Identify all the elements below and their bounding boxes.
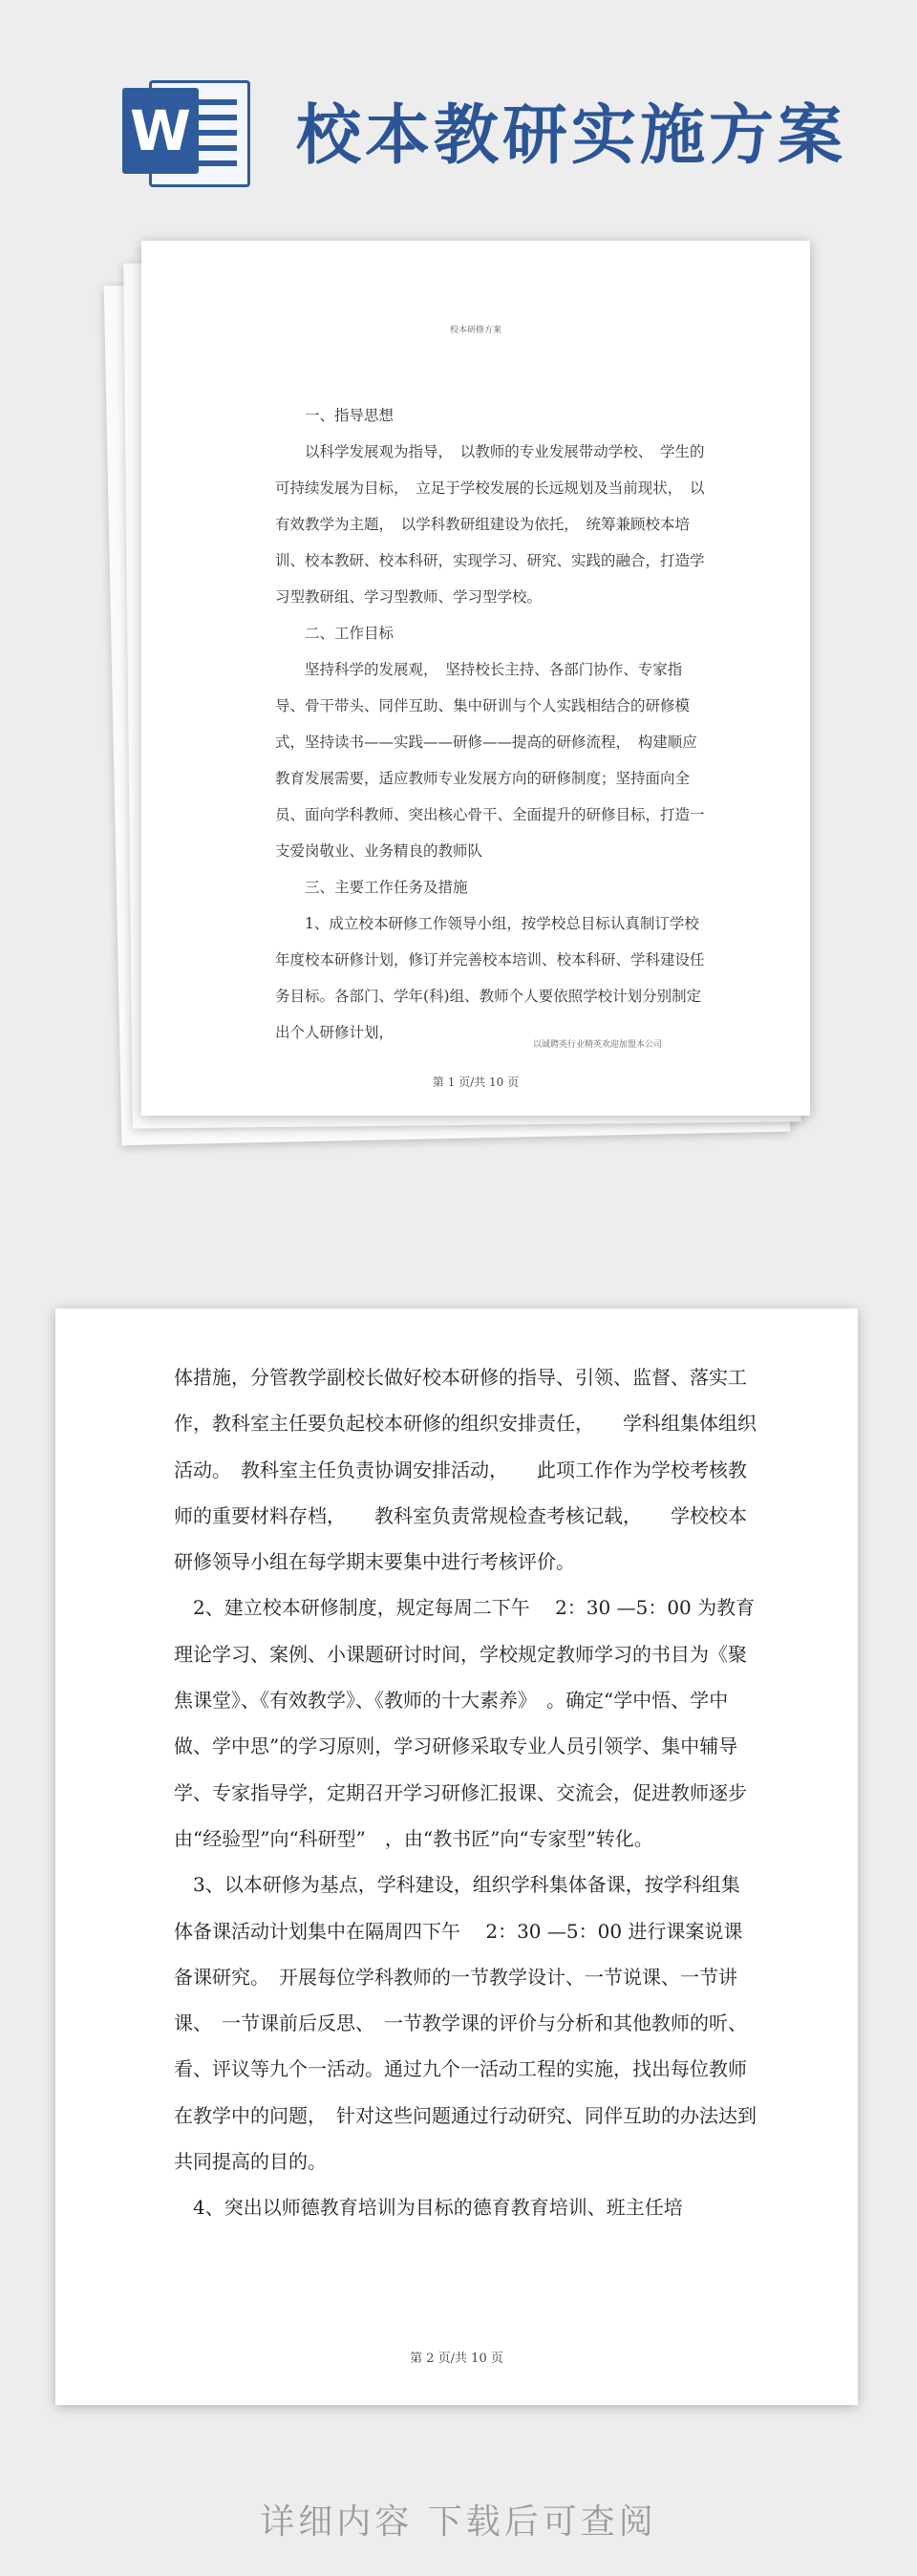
- paragraph: 体措施，分管教学副校长做好校本研修的指导、引领、监督、落实工作，教科室主任要负起校本研修的组织安排责任， 学科组集体组织活动。 教科室主任负责协调安排活动， 此项工作作为学校考核教师的重要材料存档， 教科室负责常规检查考核记载， 学校校本研修领导小组在每学期末要集中进行考核评价。: [174, 1366, 757, 1574]
- page-1-footnote: 以诚聘英行业精英欢迎加盟本公司: [533, 1040, 663, 1050]
- section-heading: 二、工作目标: [305, 625, 395, 642]
- download-hint: 详细内容 下载后可查阅: [260, 2502, 657, 2542]
- word-logo-letter: W: [122, 88, 199, 174]
- page-1-body: [275, 397, 705, 1051]
- page-2-number: 第 2 页/共 10 页: [410, 2352, 503, 2366]
- running-head: 校本研修方案: [449, 326, 501, 335]
- paragraph: 1、成立校本研修工作领导小组，按学校总目标认真制订学校年度校本研修计划，修订并完善校本培训、校本科研、学科建设任务目标。各部门、学年(科)组、教师个人要依照学校计划分别制定出个人研修计划，: [275, 915, 705, 1041]
- document-title: 校本教研实施方案: [296, 97, 847, 174]
- section-heading: 一、指导思想: [305, 407, 395, 424]
- paragraph: 4、突出以师德教育培训为目标的德育教育培训、班主任培: [193, 2196, 683, 2220]
- page-2-body: [174, 1354, 758, 2231]
- page-1-number: 第 1 页/共 10 页: [432, 1075, 520, 1089]
- paragraph: 以科学发展观为指导， 以教师的专业发展带动学校、 学生的可持续发展为目标， 立足于学校发展的长远规划及当前现状， 以有效教学为主题， 以学科教研组建设为依托， 统筹兼顾校本培训、校本教研、校本科研，实现学习、研究、实践的融合，打造学习型教研组、学习型教师、学习型学校。: [275, 443, 705, 606]
- paragraph: 2、建立校本研修制度，规定每周二下午 2：30 —5：00 为教育理论学习、案例、小课题研讨时间，学校规定教师学习的书目为《聚焦课堂》、《有效教学》、《教师的十大素养》 。确定“学中悟、学中做、学中思”的学习原则，学习研修采取专业人员引领学、集中辅导学、专家指导学，定期召开学习研修汇报课、交流会，促进教师逐步由“经验型”向“科研型” ，由“教书匠”向“专家型”转化。: [174, 1596, 756, 1850]
- paragraph: 3、以本研修为基点，学科建设，组织学科集体备课，按学科组集体备课活动计划集中在隔周四下午 2：30 —5：00 进行课案说课备课研究。 开展每位学科教师的一节教学设计、一节说课、一节讲课、 一节课前后反思、 一节教学课的评价与分析和其他教师的听、看、评议等九个一活动。通过九个一活动工程的实施，找出每位教师在教学中的问题， 针对这些问题通过行动研究、同伴互助的办法达到共同提高的目的。: [174, 1873, 757, 2174]
- section-heading: 三、主要工作任务及措施: [305, 879, 468, 896]
- document-page-2: [55, 1309, 858, 2405]
- word-document-icon: [122, 75, 250, 187]
- banner: [0, 0, 917, 239]
- paragraph: 坚持科学的发展观， 坚持校长主持、各部门协作、专家指导、骨干带头、同伴互助、集中研训与个人实践相结合的研修模式，坚持读书——实践——研修——提高的研修流程， 构建顺应教育发展需要，适应教师专业发展方向的研修制度；坚持面向全员、面向学科教师、突出核心骨干、全面提升的研修目标，打造一支爱岗敬业、业务精良的教师队: [275, 661, 705, 860]
- document-page-1: [141, 241, 810, 1116]
